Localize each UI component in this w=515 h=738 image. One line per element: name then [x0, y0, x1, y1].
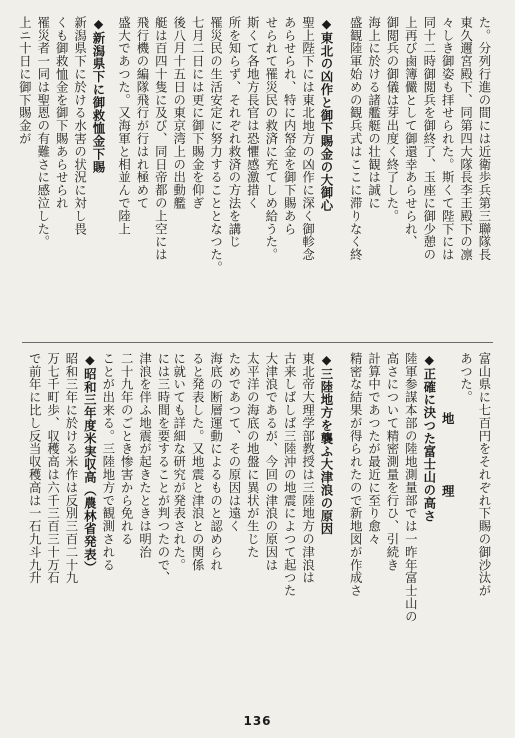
text-line: ると発表した。又地震と津浪との関係 [190, 352, 206, 572]
text-line: 御閲兵の御儀は芽出度く終了した。 [384, 16, 400, 223]
text-line: 陸軍参謀本部の陸地測量部では一昨年富士山の [403, 352, 419, 623]
text-line: 罹災民の生活安定に努力することとなつた。 [208, 16, 224, 274]
text-line: 同十二時御閲兵を御終了、玉座に御少憩の [421, 16, 437, 262]
text-line: 海上に於ける諸艦艇の壮観は誠に [366, 16, 382, 210]
text-line: 艇は百四十隻に及び、同日帝都の上空には [153, 16, 169, 262]
section-title: 地 理 [440, 412, 456, 522]
text-line: 津浪を伴ふ地震が起きたときは明治 [137, 352, 153, 559]
top-far-left-article [17, 16, 107, 334]
text-line: 飛行機の編隊飛行が行はれ極めて [134, 16, 150, 210]
text-line: 海底の断層運動によるものと認められ [208, 352, 224, 572]
section-divider [22, 342, 493, 343]
text-line: 太平洋の海底の地盤に異状が生じた [245, 352, 261, 559]
text-line: 大津浪であるが、今回の津浪の原因は [263, 352, 279, 572]
top-left-article [115, 16, 335, 334]
text-line: で前年に比し反当収穫高は一石九斗九升 [27, 352, 43, 585]
text-line: 東久邇宮殿下、同第四大隊長李王殿下の凛 [458, 16, 474, 262]
text-line: 盛大であつた。又海軍と相並んで陸上 [116, 16, 132, 236]
article-heading: ◆東北の凶作と御下賜金の大御心 [319, 16, 334, 213]
page-number: 136 [243, 714, 272, 728]
text-line: 昭和三年に於ける米作は反別三百二十九 [63, 352, 79, 585]
text-line: 上ニ十日に御下賜金が [17, 16, 33, 145]
article-heading: ◆新潟県下に御救恤金下賜 [91, 16, 106, 174]
text-line: 斯くて各地方長官は恐懼感激措く [245, 16, 261, 210]
text-line: 万七千町歩、収穫高は六千三百三十万石 [45, 352, 61, 585]
text-line: ことが出来る。三陸地方で観測される [100, 352, 116, 572]
text-line: 東北帝大理学部教授は三陸地方の津浪は [300, 352, 316, 585]
text-line: 盛観陸軍始めの観兵式はここに滞りなく終 [348, 16, 364, 262]
article-heading: ◆昭和三年度米実収高（農林省発表） [82, 352, 98, 574]
text-line: 々しき御姿も拝せられた。斯くて陛下には [440, 16, 456, 262]
text-line: 上再び鹵簿儼として御還幸あらせられ、 [403, 16, 419, 249]
text-line: 精密な結果が得られたので新地図が作成さ [348, 352, 364, 598]
text-line: 新潟県下に於ける水害の状況に対し畏 [72, 16, 88, 236]
text-line: あらせられ、特に内帑金を御下賜あら [282, 16, 298, 236]
article-heading: ◆三陸地方を襲ふ大津浪の原因 [319, 352, 334, 536]
text-line: 計算中であつたが最近に至り愈々 [366, 352, 382, 546]
text-line: 七月二日には更に御下賜金を仰ぎ [190, 16, 206, 210]
top-right-article [343, 16, 493, 334]
text-line: には三時間を要することが判つたので、 [156, 352, 171, 585]
text-line: 高さについて精密測量を行ひ、引続き [384, 352, 400, 572]
text-line: に就いても詳細な研究が発表された。 [171, 352, 187, 572]
text-line: あつた。 [458, 352, 474, 404]
text-line: 二十九年のごとき惨害から免れる [119, 352, 135, 546]
text-line: ためであつて、その原因は遠く [226, 352, 242, 533]
text-line: 富山県に七百円をそれぞれ下賜の御沙汰が [477, 352, 492, 598]
article-heading: ◆正確に決つた富士山の高さ [421, 352, 437, 523]
text-line: せられて罹災民の救済に充てしめ給うた。 [263, 16, 279, 262]
bottom-mid-article [171, 352, 335, 700]
text-line: 所を知らず、それぞれ救済の方法を講じ [226, 16, 242, 249]
text-line: 古来しばしば三陸沖の地震によつて起つた [282, 352, 298, 598]
text-line: 罹災者一同は聖恩の有難さに感泣した。 [35, 16, 51, 249]
bottom-right-article [343, 352, 493, 700]
bottom-left-article [22, 352, 172, 700]
text-line: た。分列行進の間には近衛歩兵第三聯隊長 [477, 16, 492, 262]
text-line: くも御救恤金を御下賜あらせられ [54, 16, 70, 210]
text-line: 聖上陛下には東北地方の凶作に深く御軫念 [300, 16, 316, 262]
text-line: 後八月十五日の東京湾上の出動艦 [171, 16, 187, 210]
